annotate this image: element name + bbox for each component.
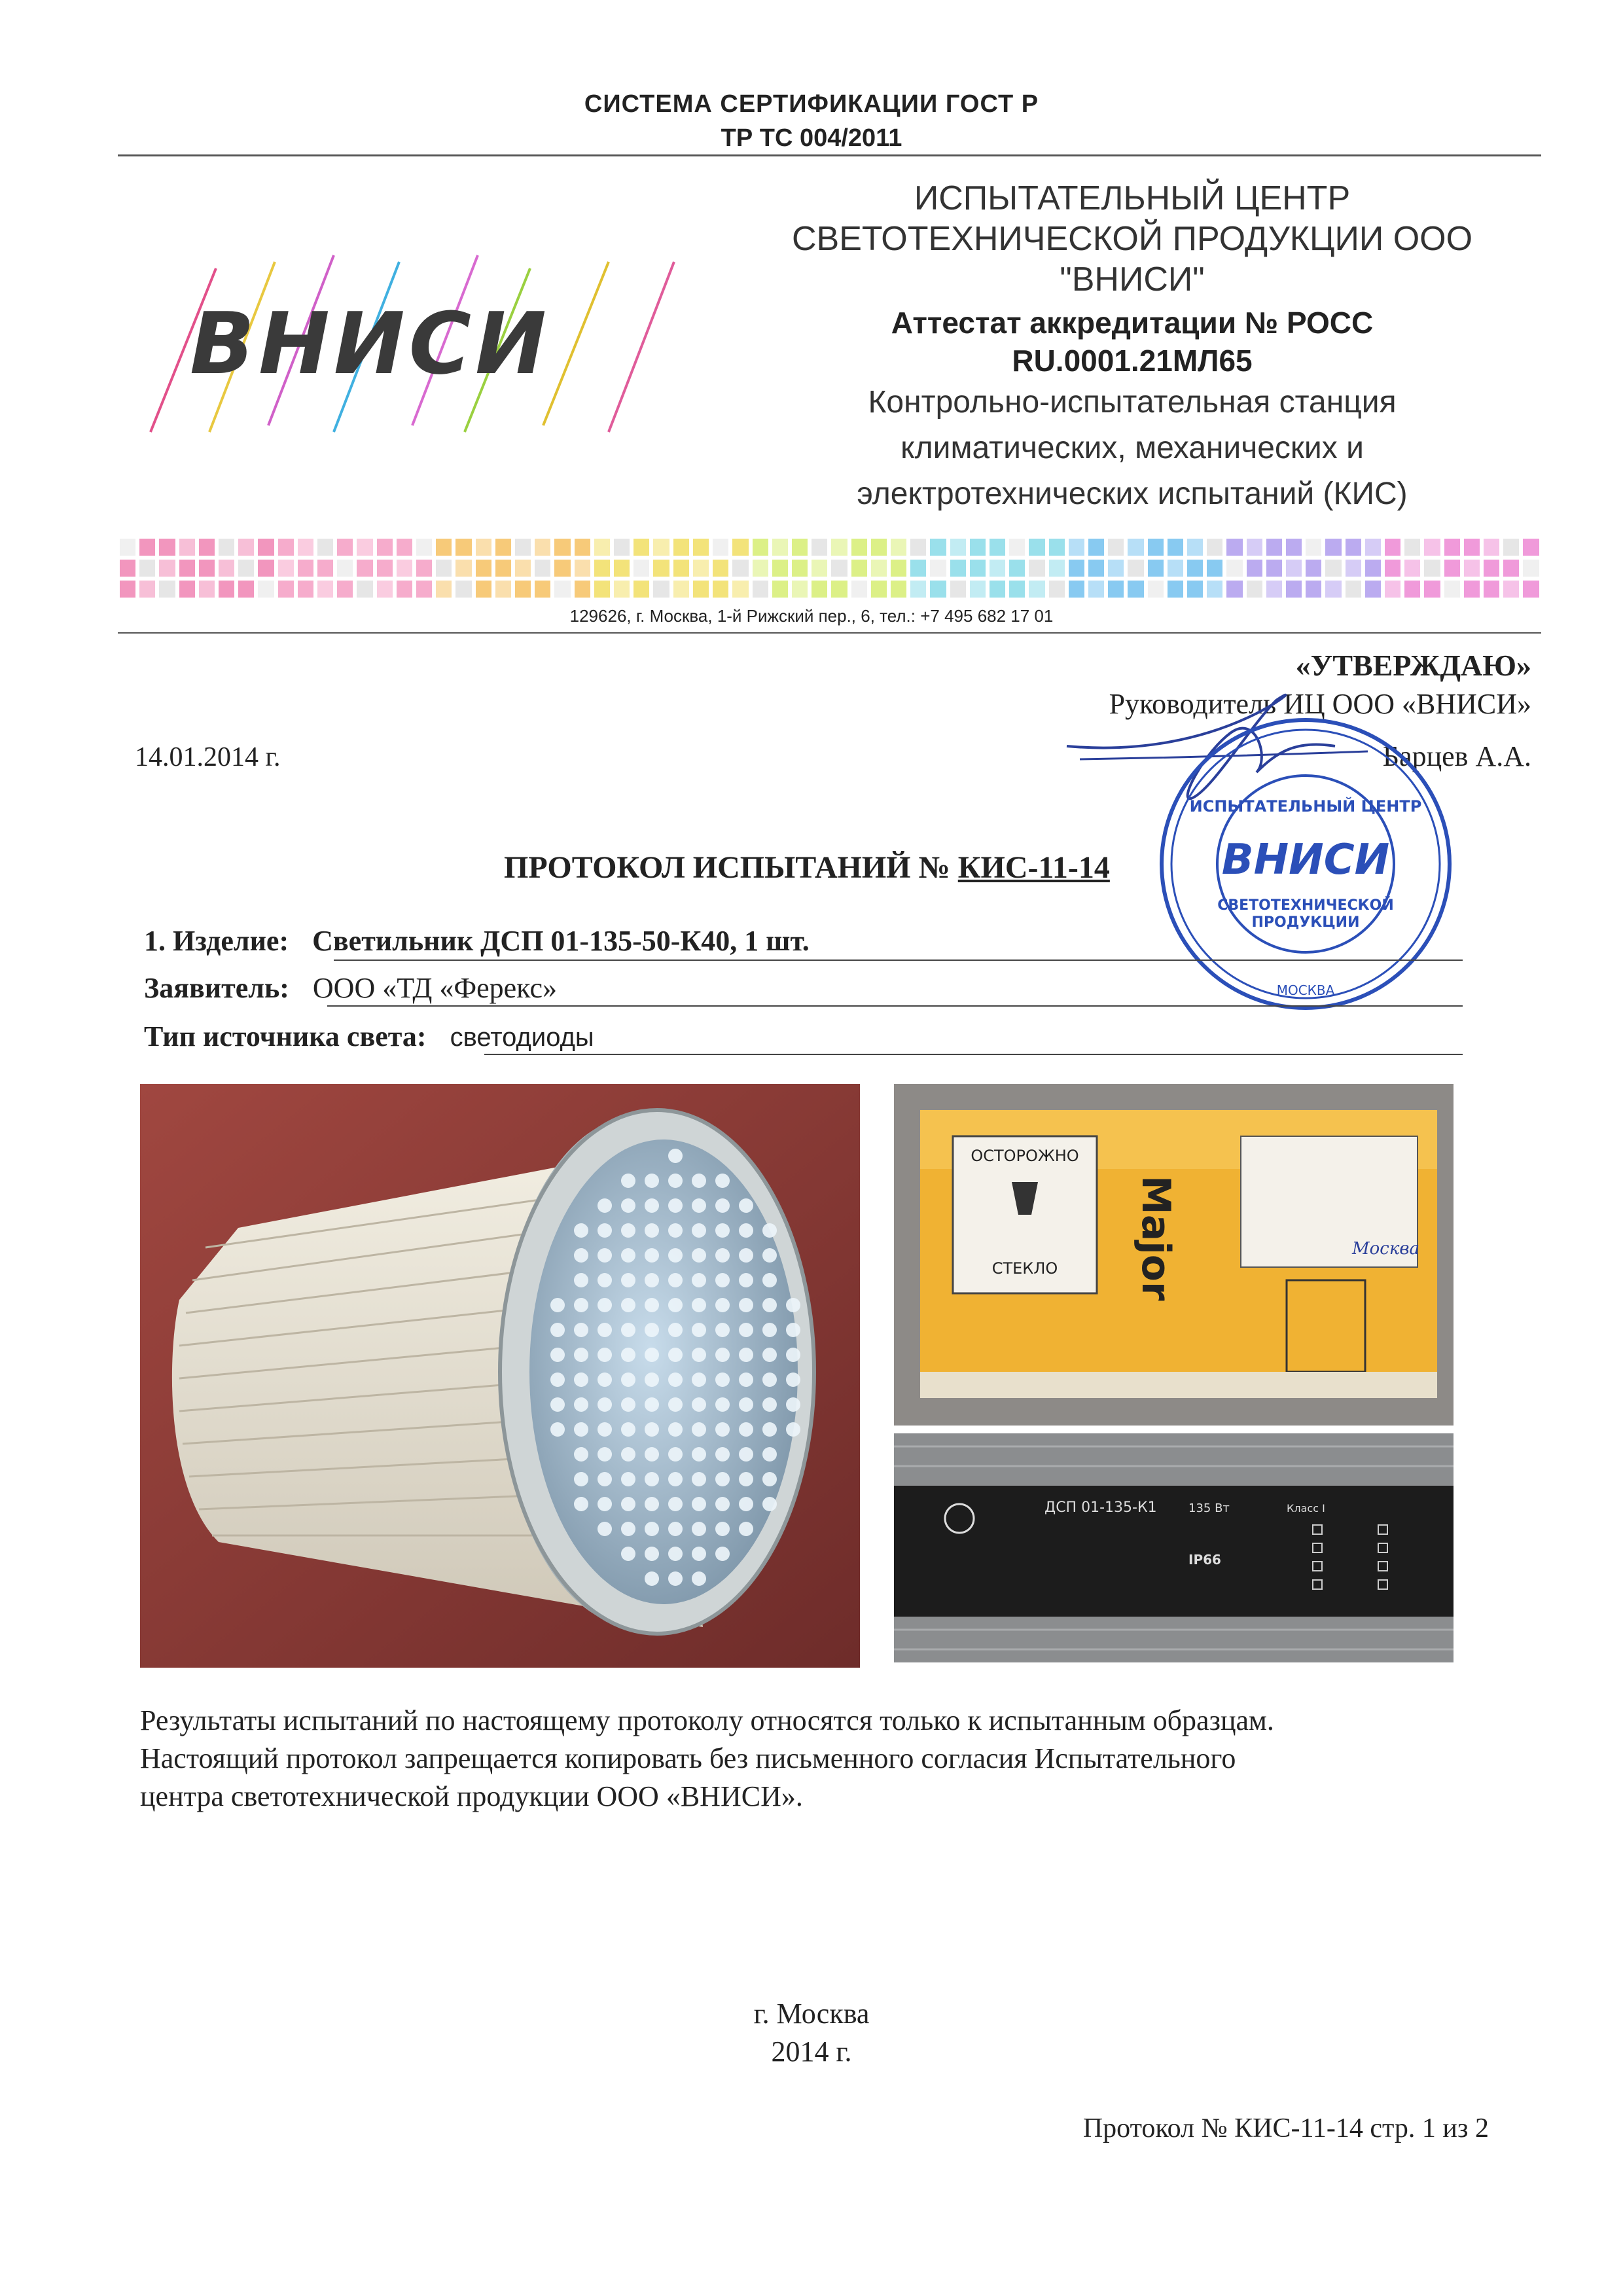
logo-text: ВНИСИ	[190, 294, 550, 393]
city-name: г. Москва	[753, 1998, 870, 2030]
accreditation-line1: Аттестат аккредитации № РОСС	[891, 306, 1374, 340]
page-footer: Протокол № КИС-11-14 стр. 1 из 2	[1082, 2113, 1489, 2144]
center-name-line2: СВЕТОТЕХНИЧЕСКОЙ ПРОДУКЦИИ ООО	[791, 220, 1473, 258]
product-field	[144, 924, 810, 958]
accreditation-line2: RU.0001.21МЛ65	[1012, 344, 1253, 378]
approval-title: «УТВЕРЖДАЮ»	[1295, 649, 1531, 682]
label-power: 135 Вт	[1188, 1501, 1230, 1515]
document-date: 14.01.2014 г.	[135, 742, 281, 772]
disclaimer-line3: центра светотехнической продукции ООО «ВНИСИ».	[140, 1780, 803, 1812]
approver-position: Руководитель ИЦ ООО «ВНИСИ»	[1109, 688, 1531, 720]
official-stamp	[1152, 713, 1459, 1014]
stamp-center-bottom1: СВЕТОТЕХНИЧЕСКОЙ	[1217, 897, 1394, 914]
light-source-label: Тип источника света:	[144, 1020, 427, 1052]
center-name-line3: "ВНИСИ"	[1060, 260, 1205, 298]
center-name-line1: ИСПЫТАТЕЛЬНЫЙ ЦЕНТР	[914, 179, 1351, 217]
light-source-underline	[484, 1054, 1463, 1055]
stamp-logo: ВНИСИ	[1221, 836, 1390, 884]
vnisi-logo	[137, 249, 713, 439]
package-photo	[894, 1084, 1454, 1426]
decorative-pixel-band	[118, 537, 1541, 600]
product-label-photo	[894, 1433, 1454, 1662]
light-source-value: светодиоды	[450, 1023, 594, 1052]
glass-text: СТЕКЛО	[991, 1259, 1058, 1278]
station-line1: Контрольно-испытательная станция	[868, 385, 1397, 420]
technical-regulation: ТР ТС 004/2011	[721, 124, 902, 152]
protocol-number: КИС-11-14	[957, 850, 1110, 885]
stamp-center-bottom2: ПРОДУКЦИИ	[1251, 914, 1360, 931]
luminaire-photo	[140, 1084, 860, 1668]
station-line2: климатических, механических и	[901, 431, 1364, 465]
place-and-year	[0, 1995, 1623, 2071]
header-divider	[118, 154, 1541, 156]
disclaimer-line1: Результаты испытаний по настоящему протоколу относятся только к испытанным образцам.	[140, 1704, 1274, 1736]
product-value: Светильник ДСП 01-135-50-К40, 1 шт.	[312, 925, 810, 957]
stamp-city: МОСКВА	[1276, 982, 1335, 998]
certification-system-title: СИСТЕМА СЕРТИФИКАЦИИ ГОСТ Р	[584, 90, 1039, 118]
applicant-value: ООО «ТД «Ферекс»	[312, 972, 557, 1004]
address-divider	[118, 632, 1541, 634]
label-model: ДСП 01-135-К1	[1044, 1499, 1157, 1516]
year: 2014 г.	[771, 2036, 852, 2068]
box-brand-text: Major	[1133, 1175, 1179, 1301]
protocol-title-prefix: ПРОТОКОЛ ИСПЫТАНИЙ №	[504, 850, 958, 885]
product-label: 1. Изделие:	[144, 925, 289, 957]
applicant-label: Заявитель:	[144, 972, 289, 1004]
approver-name: Барцев А.А.	[1382, 740, 1531, 772]
address-line: 129626, г. Москва, 1-й Рижский пер., 6, тел.: +7 495 682 17 01	[569, 606, 1054, 626]
disclaimer	[140, 1702, 1482, 1816]
stamp-center-top: ИСПЫТАТЕЛЬНЫЙ ЦЕНТР	[1189, 797, 1422, 816]
applicant-underline	[327, 1005, 1463, 1007]
testing-center-block	[779, 178, 1486, 517]
disclaimer-line2: Настоящий протокол запрещается копировать без письменного согласия Испытательного	[140, 1742, 1236, 1774]
label-ip: IP66	[1188, 1552, 1221, 1568]
label-class: Класс I	[1287, 1502, 1325, 1515]
light-source-field	[144, 1020, 594, 1053]
box-handwritten-city: Москва	[1352, 1239, 1419, 1259]
protocol-title	[504, 850, 1110, 886]
station-line3: электротехнических испытаний (КИС)	[857, 476, 1408, 511]
applicant-field	[144, 971, 557, 1005]
product-underline	[334, 960, 1463, 961]
caution-text: ОСТОРОЖНО	[971, 1147, 1079, 1165]
